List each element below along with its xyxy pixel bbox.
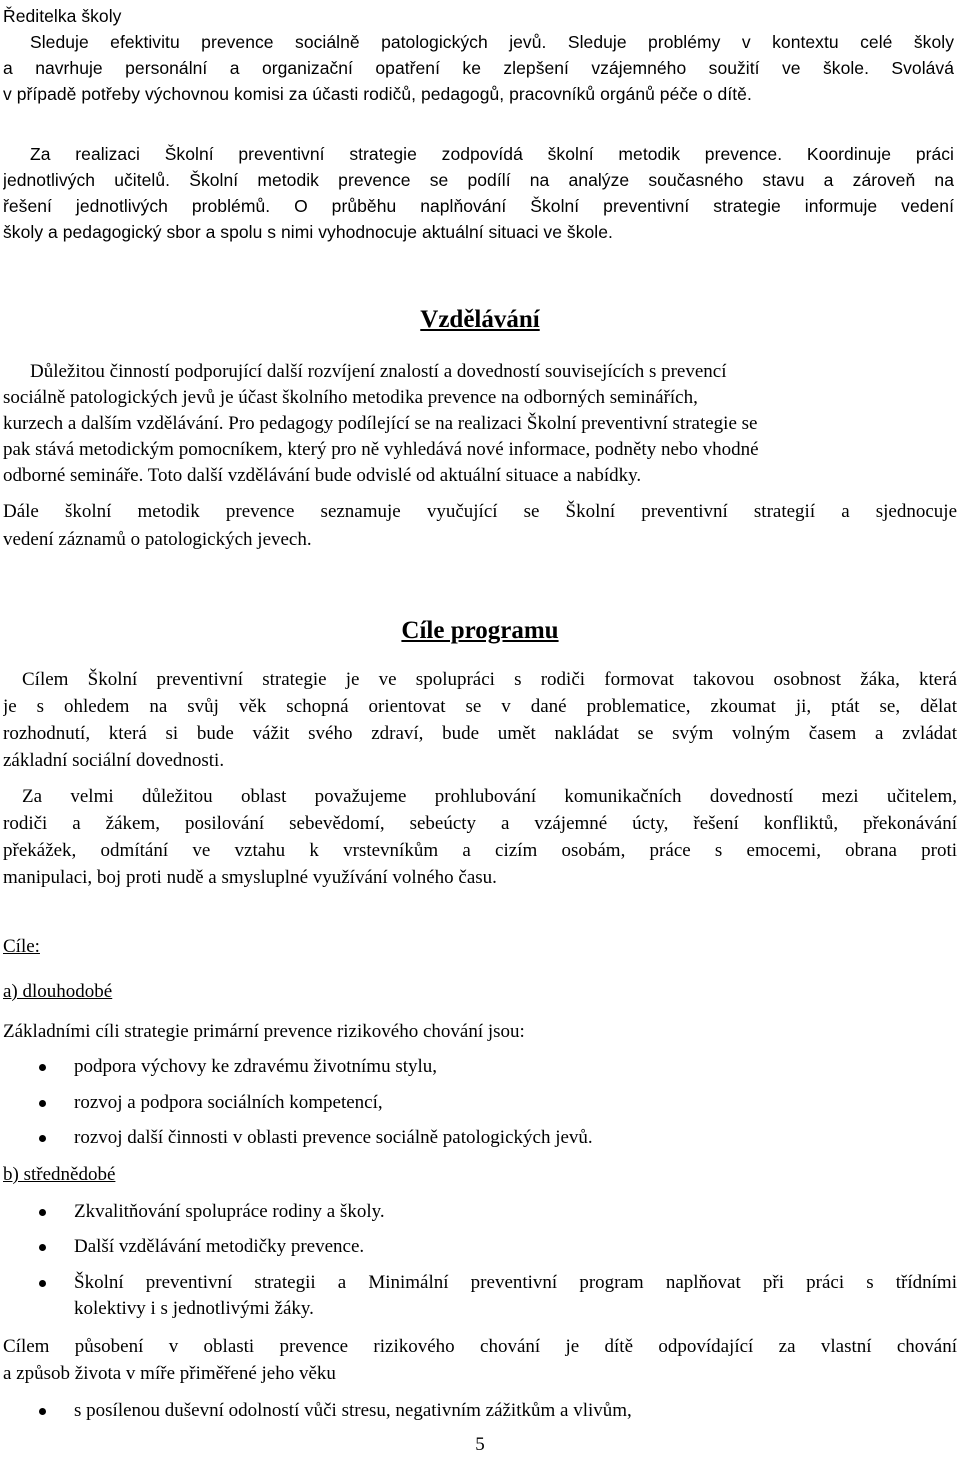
vzdelavani-second-line: Dále školní metodik prevence seznamuje vyučující se Školní preventivní strategií a sjednocuje <box>3 501 957 522</box>
vzdelavani-text-line: kurzech a dalším vzdělávání. Pro pedagogy podílející se na realizaci Školní preventivní strategie se <box>3 413 758 434</box>
cile-programu-p1-line: rozhodnutí, která si bude vážit svého zdraví, bude umět nakládat se svým volným časem a zvládat <box>3 723 957 744</box>
metodik-text-line: řešení jednotlivých problémů. O průběhu naplňování Školní preventivní strategie informuje vedení <box>3 196 954 216</box>
page-number: 5 <box>475 1434 485 1455</box>
cile-programu-p1-line: základní sociální dovednosti. <box>3 750 225 771</box>
long-term-item: podpora výchovy ke zdravému životnímu stylu, <box>74 1056 438 1077</box>
cile-programu-p2-line: rodiči a žákem, posilování sebevědomí, sebeúcty a vzájemné úcty, řešení konfliktů, překonávání <box>3 813 957 834</box>
section-heading-vzdelavani: Vzdělávání <box>420 306 540 333</box>
bullet-icon <box>39 1280 46 1287</box>
bullet-icon <box>39 1135 46 1142</box>
vzdelavani-second-line: vedení záznamů o patologických jevech. <box>3 529 312 550</box>
long-term-intro: Základními cíli strategie primární prevence rizikového chování jsou: <box>3 1021 525 1042</box>
cile-programu-p1-line: Cílem Školní preventivní strategie je ve spolupráci s rodiči formovat takovou osobnost žáka, která <box>22 669 957 690</box>
cile-programu-p2-line: manipulaci, boj proti nudě a smysluplné využívání volného času. <box>3 867 497 888</box>
role-title: Ředitelka školy <box>3 6 122 26</box>
cile-programu-p2-line: Za velmi důležitou oblast považujeme prohlubování komunikačních dovedností mezi učitelem, <box>22 786 957 807</box>
long-term-item: rozvoj další činnosti v oblasti prevence sociálně patologických jevů. <box>74 1127 593 1148</box>
vzdelavani-text-line: Důležitou činností podporující další rozvíjení znalostí a dovedností souvisejících s prevencí <box>30 361 727 382</box>
role-text-line: a navrhuje personální a organizační opatření ke zlepšení vzájemného soužití ve škole. Svolává <box>3 58 954 78</box>
bullet-icon <box>39 1408 46 1415</box>
cile-label: Cíle: <box>3 936 40 957</box>
closing-line: a způsob života v míře přiměřené jeho věku <box>3 1363 336 1384</box>
mid-term-label: b) střednědobé <box>3 1164 116 1185</box>
bullet-icon <box>39 1064 46 1071</box>
mid-term-item: Další vzdělávání metodičky prevence. <box>74 1236 365 1257</box>
vzdelavani-text-line: sociálně patologických jevů je účast školního metodika prevence na odborných seminářích, <box>3 387 698 408</box>
mid-term-item-continuation: kolektivy i s jednotlivými žáky. <box>74 1298 314 1319</box>
role-text-line: Sleduje efektivitu prevence sociálně patologických jevů. Sleduje problémy v kontextu celé školy <box>30 32 954 52</box>
closing-line: Cílem působení v oblasti prevence rizikového chování je dítě odpovídající za vlastní chování <box>3 1336 957 1357</box>
long-term-item: rozvoj a podpora sociálních kompetencí, <box>74 1092 383 1113</box>
cile-programu-p1-line: je s ohledem na svůj věk schopná orientovat se v dané problematice, zkoumat ji, ptát se, dělat <box>3 696 957 717</box>
cile-programu-p2-line: překážek, odmítání ve vztahu k vrstevníkům a cizím osobám, práce s emocemi, obrana proti <box>3 840 957 861</box>
role-text-line: v případě potřeby výchovnou komisi za účasti rodičů, pedagogů, pracovníků orgánů péče o dítě. <box>3 84 752 104</box>
metodik-text-line: školy a pedagogický sbor a spolu s nimi vyhodnocuje aktuální situaci ve škole. <box>3 222 613 242</box>
bullet-icon <box>39 1244 46 1251</box>
metodik-text-line: jednotlivých učitelů. Školní metodik prevence se podílí na analýze současného stavu a zároveň na <box>3 170 954 190</box>
metodik-text-line: Za realizaci Školní preventivní strategie zodpovídá školní metodik prevence. Koordinuje práci <box>30 144 954 164</box>
section-heading-cile-programu: Cíle programu <box>401 617 559 644</box>
bullet-icon <box>39 1100 46 1107</box>
vzdelavani-text-line: odborné semináře. Toto další vzdělávání bude odvislé od aktuální situace a nabídky. <box>3 465 642 486</box>
long-term-label: a) dlouhodobé <box>3 981 113 1002</box>
vzdelavani-text-line: pak stává metodickým pomocníkem, který pro ně vyhledává nové informace, podněty nebo vhodné <box>3 439 759 460</box>
bullet-icon <box>39 1209 46 1216</box>
mid-term-item: Školní preventivní strategii a Minimální preventivní program naplňovat při práci s třídními <box>74 1272 957 1293</box>
closing-item: s posílenou duševní odolností vůči stresu, negativním zážitkům a vlivům, <box>74 1400 632 1421</box>
mid-term-item: Zkvalitňování spolupráce rodiny a školy. <box>74 1201 385 1222</box>
